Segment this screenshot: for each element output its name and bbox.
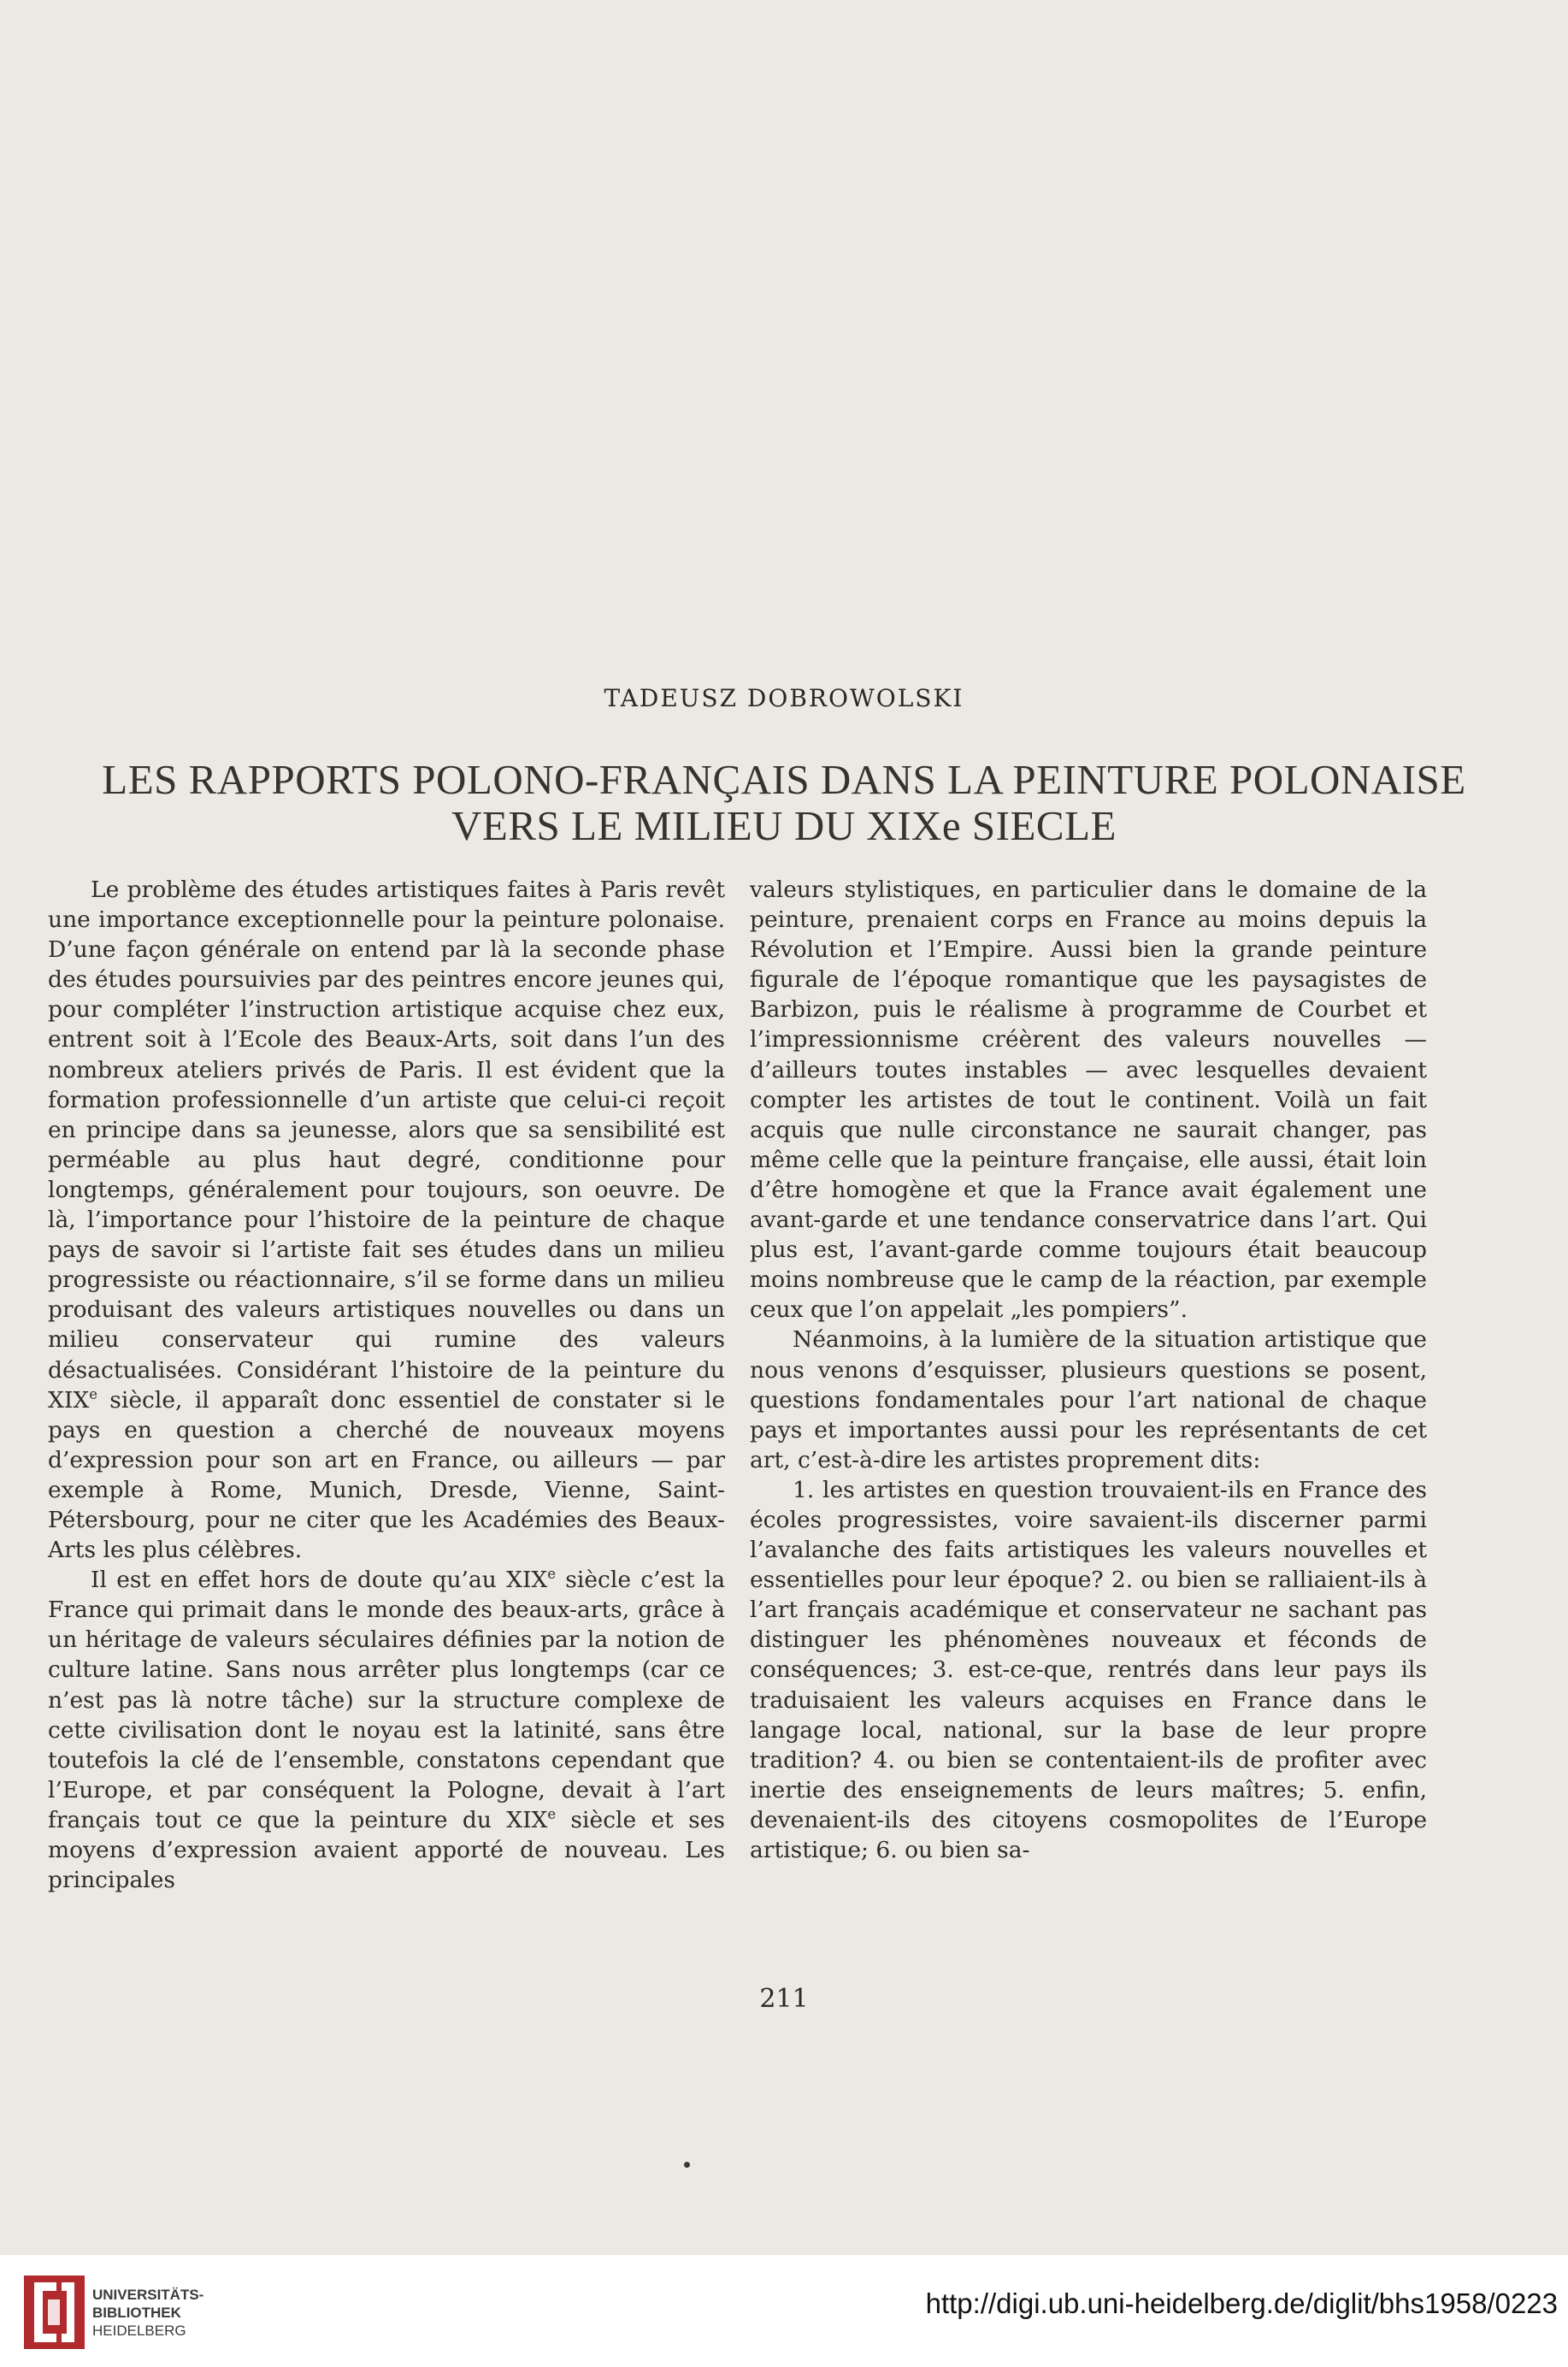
article-title [0, 757, 1568, 849]
article-author: TADEUSZ DOBROWOLSKI [604, 684, 964, 712]
library-name: UNIVERSITÄTS- BIBLIOTHEK HEIDELBERG [92, 2287, 204, 2339]
right-paragraph-1: valeurs stylistiques, en particulier dans le domaine de la peinture, prenaient corps en France au moins depuis la Révolution et l’Empire. Aussi bien la grande peinture figurale de l’époque romantique que les paysagistes de Barbizon, puis le réalisme à programme de Courbet et l’impressionnisme créèrent des valeurs nouvelles — d’ailleurs toutes instables — avec lesquelles devaient compter les artistes de tout le continent. Voilà un fait acquis que nulle circonstance ne saurait changer, pas même celle que la peinture française, elle aussi, était loin d’être homogène et que la France avait également une avant-garde et une tendance conservatrice dans l’art. Qui plus est, l’avant-garde comme toujours était beaucoup moins nombreuse que le camp de la réaction, par exemple ceux que l’on appelait „les pompiers”. [750, 877, 1427, 1324]
digitization-footer [0, 2255, 1568, 2367]
ink-speck [684, 2162, 690, 2168]
left-text-column [48, 875, 725, 1895]
right-paragraph-3: 1. les artistes en question trouvaient-ils en France des écoles progressistes, voire savaient-ils discerner parmi l’avalanche des faits artistiques les valeurs nouvelles et essentielles pour leur époque? 2. ou bien se ralliaient-ils à l’art français académique et conservateur ne sachant pas distinguer les phénomènes nouveaux et féconds de conséquences; 3. est-ce-que, rentrés dans leur pays ils traduisaient les valeurs acquises en France dans le langage local, national, sur la base de leur propre tradition? 4. ou bien se contentaient-ils de profiter avec inertie des enseignements de leurs maîtres; 5. enfin, devenaient-ils des citoyens cosmopolites de l’Europe artistique; 6. ou bien sa- [750, 1476, 1427, 1863]
page-number: 211 [759, 1984, 809, 2014]
heidelberg-library-logo-icon [22, 2274, 86, 2351]
left-paragraph-2: Il est en effet hors de doute qu’au XIXe siècle c’est la France qui primait dans le monde des beaux-arts, grâce à un héritage de valeurs séculaires définies par la notion de culture latine. Sans nous arrêter plus longtemps (car ce n’est pas là notre tâche) sur la structure complexe de cette civilisation dont le noyau est la latinité, sans être toutefois la clé de l’ensemble, constatons cependant que l’Europe, et par conséquent la Pologne, devait à l’art français tout ce que la peinture du XIXe siècle et ses moyens d’expression avaient apporté de nouveau. Les principales [48, 1566, 725, 1894]
article-title-line-1: LES RAPPORTS POLONO-FRANÇAIS DANS LA PEINTURE POLONAISE [102, 756, 1466, 803]
article-title-line-2: VERS LE MILIEU DU XIXe SIECLE [451, 802, 1117, 849]
right-text-column [750, 875, 1427, 1865]
left-paragraph-1: Le problème des études artistiques faites à Paris revêt une importance exceptionnelle pour la peinture polonaise. D’une façon générale on entend par là la seconde phase des études poursuivies par des peintres encore jeunes qui, pour compléter l’instruction artistique acquise chez eux, entrent soit à l’Ecole des Beaux-Arts, soit dans l’un des nombreux ateliers privés de Paris. Il est évident que la formation professionnelle d’un artiste que celui-ci reçoit en principe dans sa jeunesse, alors que sa sensibilité est perméable au plus haut degré, conditionne pour longtemps, généralement pour toujours, son oeuvre. De là, l’importance pour l’histoire de la peinture de chaque pays de savoir si l’artiste fait ses études dans un milieu progressiste ou réactionnaire, s’il se forme dans un milieu produisant des valeurs artistiques nouvelles ou dans un milieu conservateur qui rumine des valeurs désactualisées. Considérant l’histoire de la peinture du XIXe siècle, il apparaît donc essentiel de constater si le pays en question a cherché de nouveaux moyens d’expression pour son art en France, ou ailleurs — par exemple à Rome, Munich, Dresde, Vienne, Saint-Pétersbourg, pour ne citer que les Académies des Beaux-Arts les plus célèbres. [48, 877, 725, 1564]
right-paragraph-2: Néanmoins, à la lumière de la situation artistique que nous venons d’esquisser, plusieurs questions se posent, questions fondamentales pour l’art national de chaque pays et importantes aussi pour les représentants de cet art, c’est-à-dire les artistes proprement dits: [750, 1326, 1427, 1473]
source-url-link[interactable]: http://digi.ub.uni-heidelberg.de/diglit/bhs1958/0223 [925, 2287, 1558, 2319]
